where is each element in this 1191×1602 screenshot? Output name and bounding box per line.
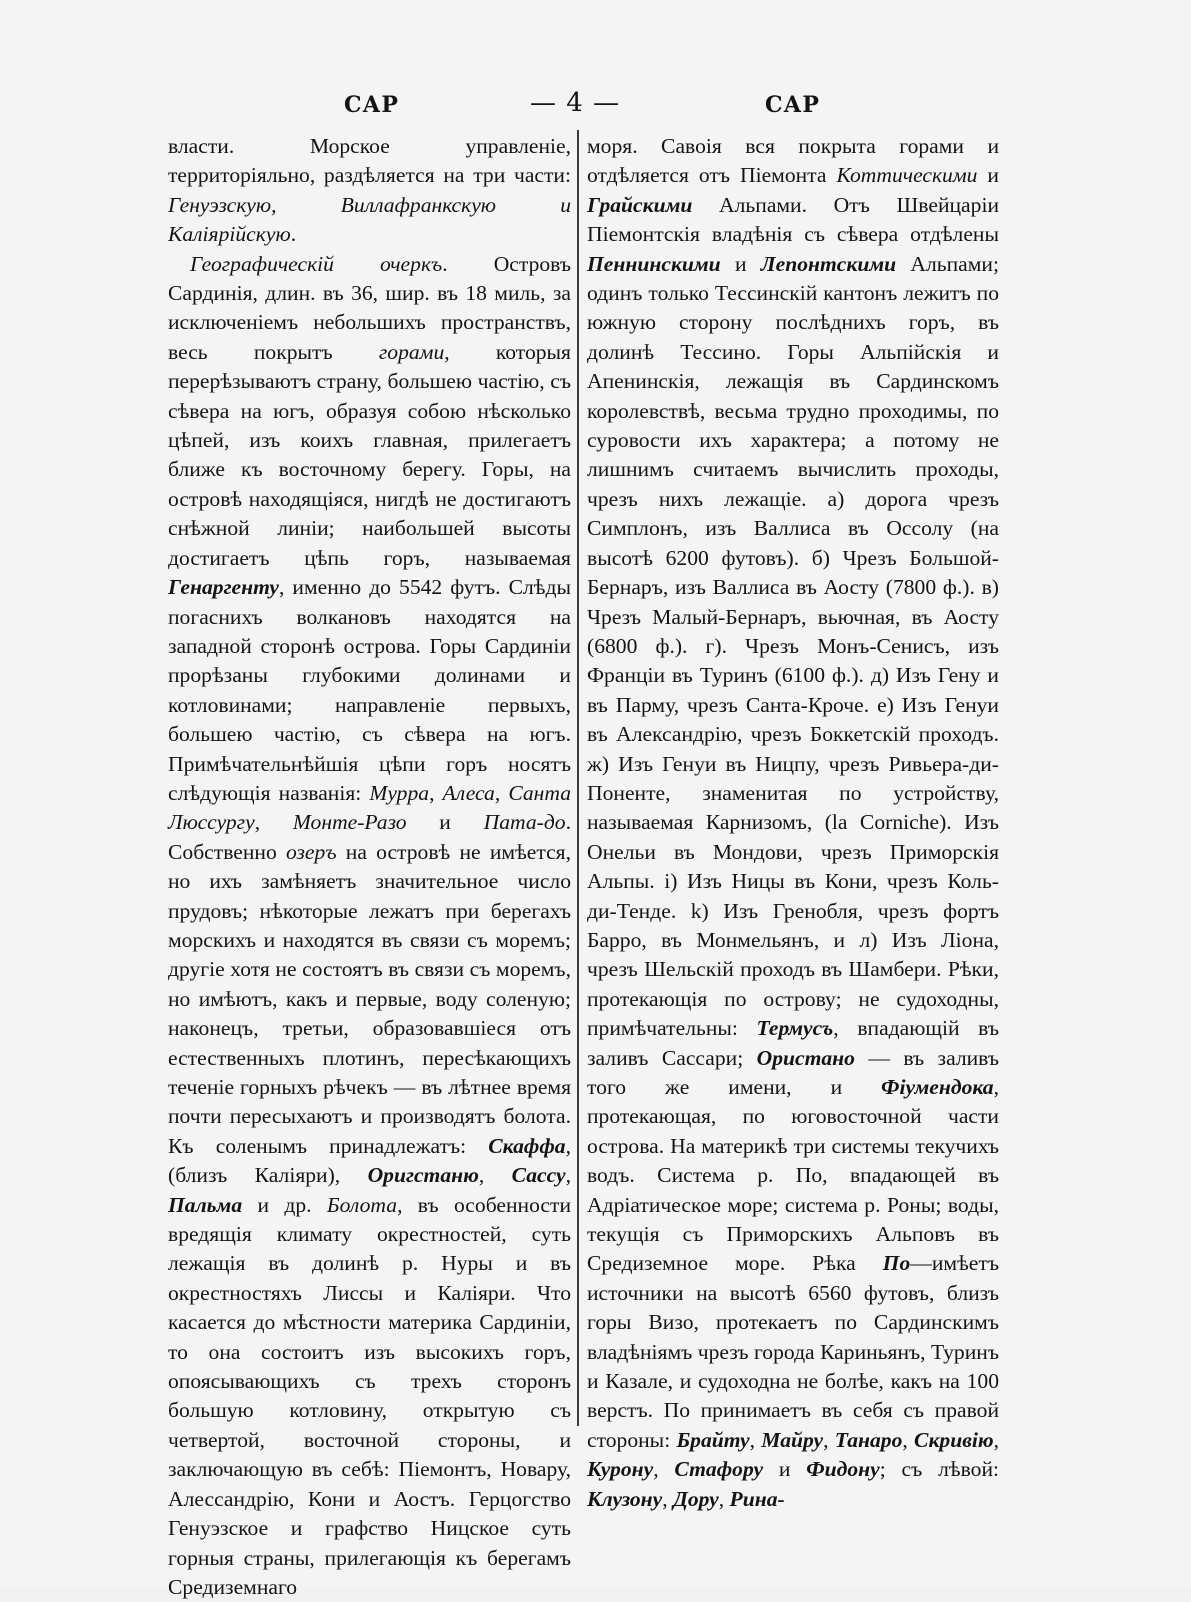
running-header	[170, 88, 1000, 126]
page-number: — 4 —	[530, 88, 621, 118]
paragraph-geography: Географическій очеркъ. Островъ Сардинія, длин. въ 36, шир. въ 18 миль, за исключеніемъ небольшихъ пространствъ, весь покрытъ горами, которыя перерѣзываютъ страну, большею частію, съ сѣвера на югъ, образуя собою нѣсколько цѣпей, изъ коихъ главная, прилегаетъ ближе къ восточному берегу. Горы, на островѣ находящіяся, нигдѣ не достигаютъ снѣжной линіи; наибольшей высоты достигаетъ цѣпь горъ, называемая Генаргенту, именно до 5542 футъ. Слѣды погаснихъ волкановъ находятся на западной сторонѣ острова. Горы Сардиніи прорѣзаны глубокими долинами и котловинами; направленіе первыхъ, большею частію, съ сѣвера на югъ. Примѣчательнѣйшія цѣпи горъ носятъ слѣдующія названія: Мурра, Алеса, Санта Люссургу, Монте-Разо и Пата-до. Собственно озеръ на островѣ не имѣется, но ихъ замѣняетъ значительное число прудовъ; нѣкоторые лежатъ при берегахъ морскихъ и находятся въ связи съ моремъ; другіе хотя не состоятъ въ связи съ моремъ, но имѣютъ, какъ и первые, воду соленую; наконецъ, третьи, образовавшіеся отъ естественныхъ плотинъ, пересѣкающихъ теченіе горныхъ рѣчекъ — въ лѣтнее время почти пересыхаютъ и производятъ болота. Къ соленымъ принадлежатъ: Скаффа, (близъ Каліяри), Оригстаню, Сассу, Пальма и др. Болота, въ особенности вредящія климату окрестностей, суть лежащія въ долинѣ р. Нуры и въ окрестностяхъ Лиссы и Каліяри. Что касается до мѣстности материка Сардиніи, то она состоитъ изъ высокихъ горъ, опоясывающихъ съ трехъ сторонъ большую котловину, открытую съ четвертой, восточной стороны, и заключающую въ себѣ: Піемонтъ, Новару, Алессандрію, Кони и Аостъ. Герцогство Генуэзское и графство Ницское суть горныя страны, прилегающія къ берегамъ Средиземнаго	[168, 251, 572, 1599]
right-text-column	[587, 132, 999, 1514]
paragraph-mountains-rivers: моря. Савоія вся покрыта горами и отдѣляется отъ Піемонта Коттическими и Грайскими Альпами. Отъ Швейцаріи Піемонтскія владѣнія съ сѣвера отдѣлены Пеннинскими и Лепонтскими Альпами; одинъ только Тессинскій кантонъ лежитъ по южную сторону послѣднихъ горъ, въ долинѣ Тессино. Горы Альпійскія и Апенинскія, лежащія въ Сардинскомъ королевствѣ, весьма трудно проходимы, по суровости ихъ характера; а потому не лишнимъ считаемъ вычислить проходы, чрезъ нихъ лежащіе. а) дорога чрезъ Симплонъ, изъ Валлиса въ Оссолу (на высотѣ 6200 футовъ). б) Чрезъ Большой-Бернаръ, изъ Валлиса въ Аосту (7800 ф.). в) Чрезъ Малый-Бернаръ, вьючная, въ Аосту (6800 ф.). г). Чрезъ Монъ-Сенисъ, изъ Франціи въ Туринъ (6100 ф.). д) Изъ Гену и въ Парму, чрезъ Санта-Кроче. е) Изъ Генуи въ Александрію, чрезъ Боккетскій проходъ. ж) Изъ Генуи въ Ницпу, чрезъ Ривьера-ди-Поненте, знаменитая по устройству, называемая Карнизомъ, (la Corniche). Изъ Онельи въ Мондови, чрезъ Приморскія Альпы. і) Изъ Ницы въ Кони, чрезъ Коль-ди-Тенде. k) Изъ Гренобля, чрезъ фортъ Барро, въ Монмельянъ, и л) Изъ Ліона, чрезъ Шельскій проходъ въ Шамбери. Рѣки, протекающія по острову; не судоходны, примѣчательны: Термусъ, впадающій въ заливъ Сассари; Ористано — въ заливъ того же имени, и Фіумендока, протекающая, по юговосточной части острова. На материкѣ три системы текучихъ водъ. Система р. По, впадающей въ Адріатическое море; система р. Роны; воды, текущія съ Приморскихъ Альповъ въ Средиземное море. Рѣка По—имѣетъ источники на высотѣ 6560 футовъ, близъ горы Визо, протекаетъ по Сардинскимъ владѣніямъ чрезъ города Кариньянъ, Туринъ и Казале, и судоходна не болѣе, какъ на 100 верстъ. По принимаетъ въ себя съ правой стороны: Брайту, Майру, Танаро, Скривію, Курону, Стафору и Фидону; съ лѣвой: Клузону, Дору, Рина-	[587, 134, 1000, 1511]
header-right-keyword: САР	[765, 92, 820, 118]
header-left-keyword: САР	[344, 92, 399, 118]
left-text-column	[168, 132, 571, 1602]
paragraph-administration: власти. Морское управленіе, территоріяльно, раздѣляется на три части: Генуэзскую, Виллафранкскую и Каліярійскую.	[168, 134, 571, 247]
column-divider	[577, 130, 579, 1426]
